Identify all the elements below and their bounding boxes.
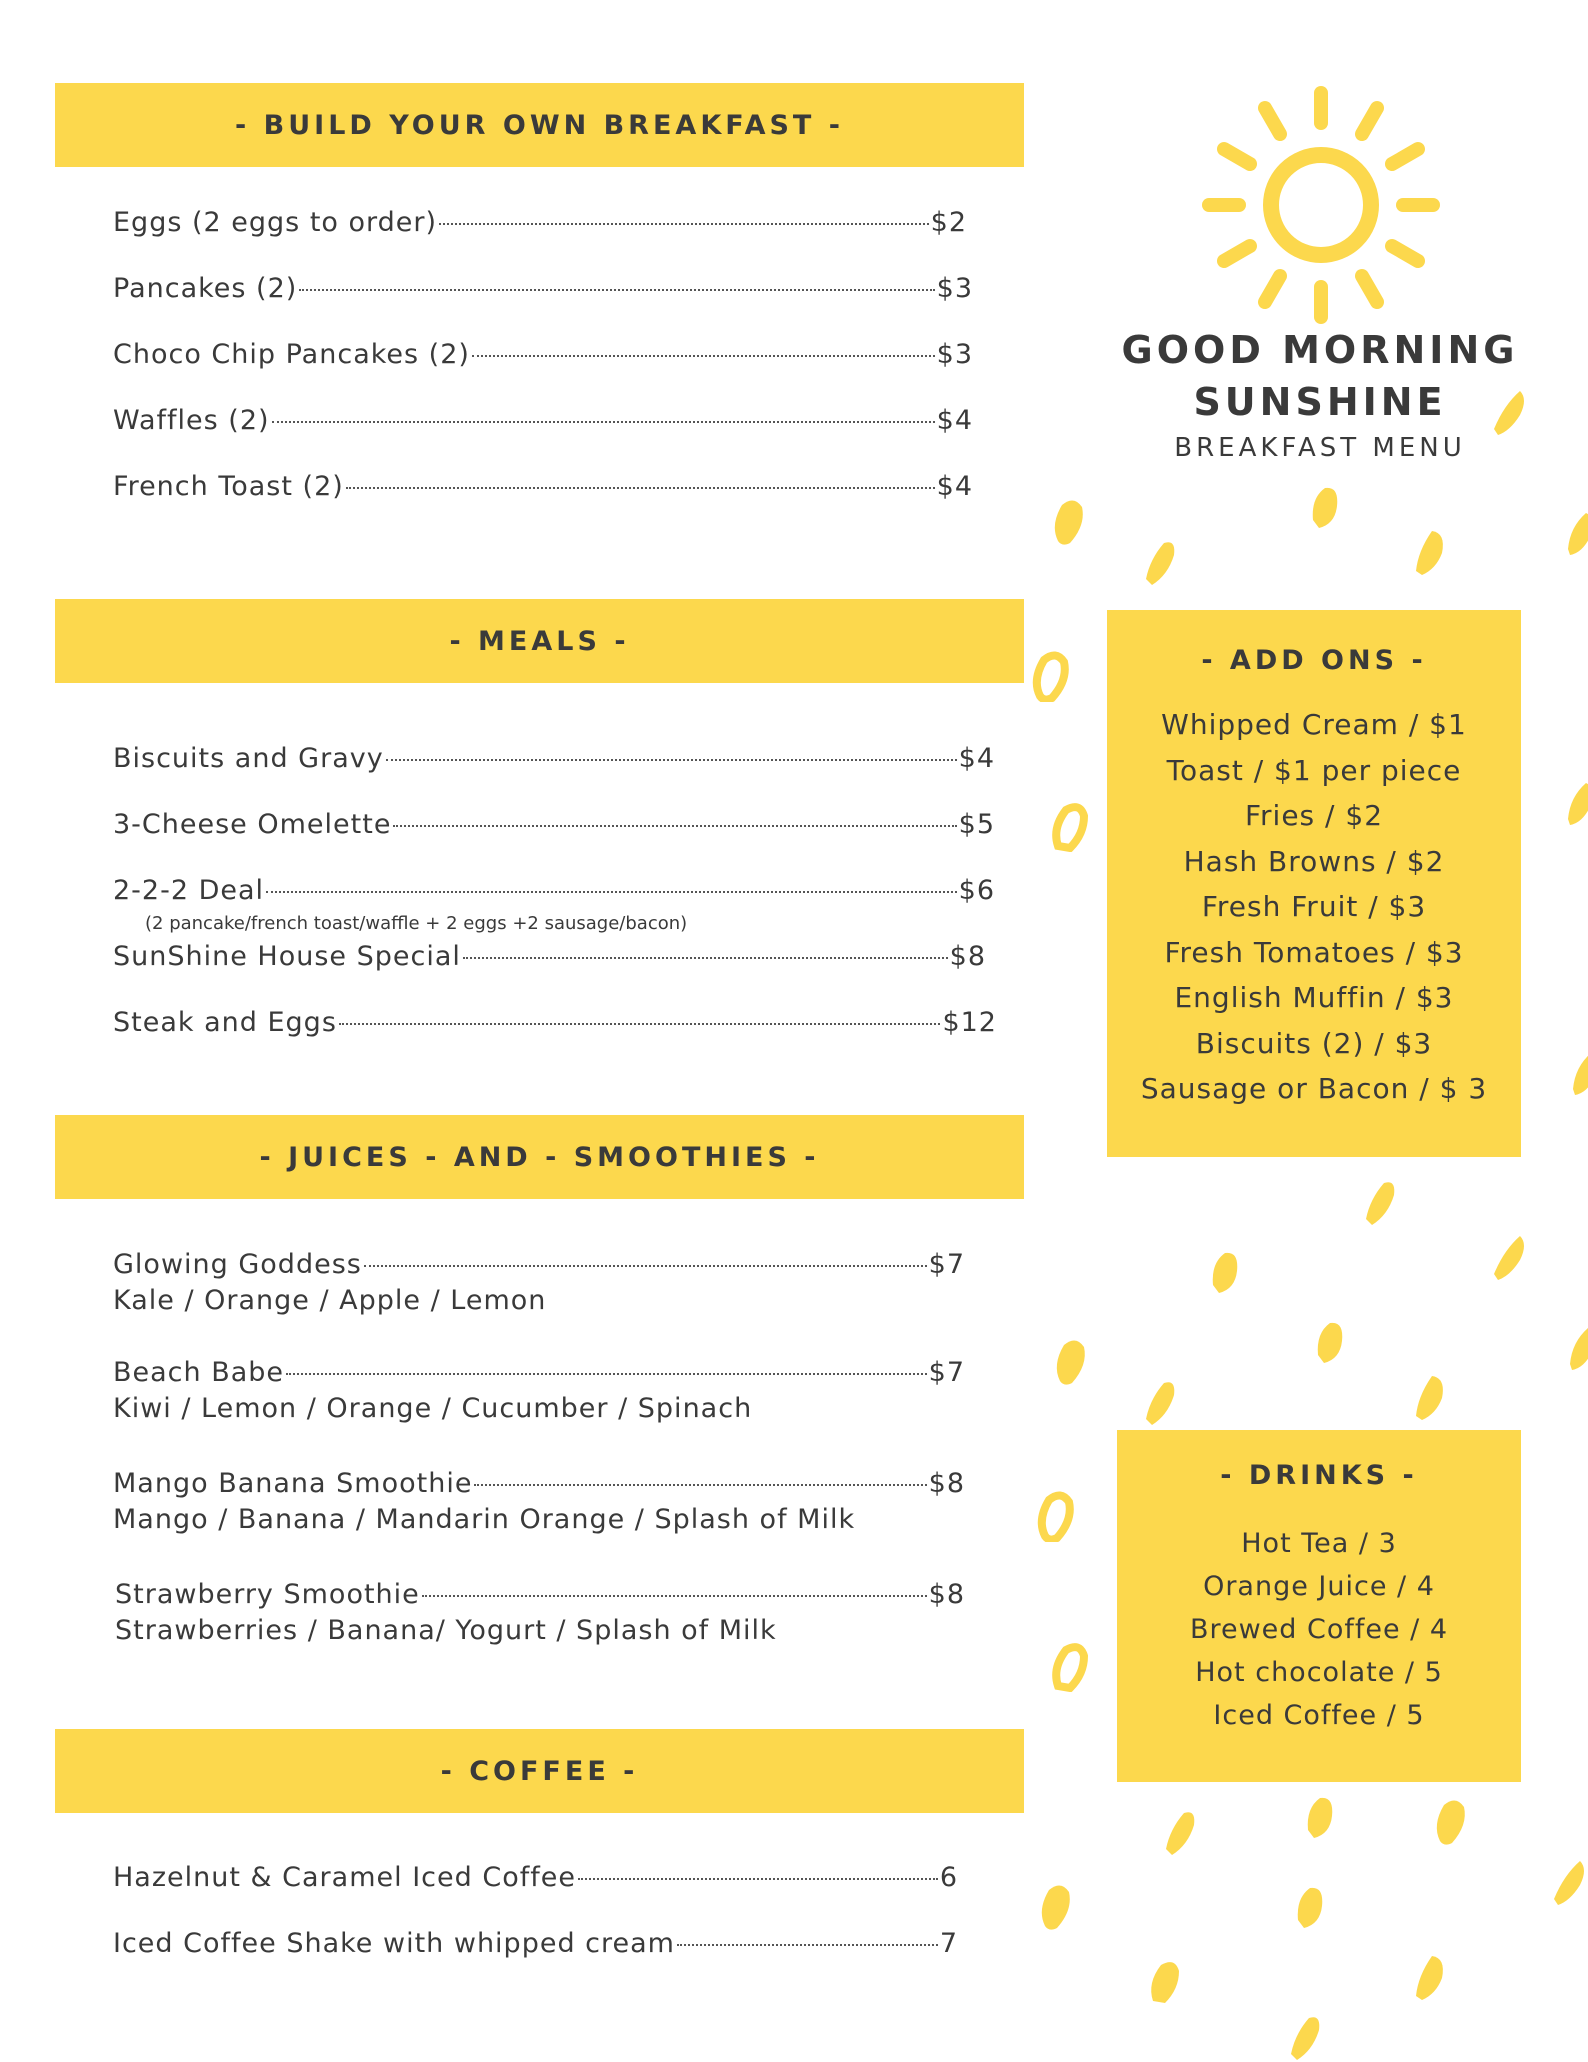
item-name: Hazelnut & Caramel Iced Coffee: [113, 1862, 576, 1893]
leader-dots: [393, 825, 956, 827]
brand-title-line1: GOOD MORNING: [1121, 328, 1519, 372]
brush-blob-decoration: [1145, 1955, 1185, 2007]
item-price: $8: [928, 1579, 965, 1610]
item-price: $3: [936, 339, 973, 370]
drink-item: Orange Juice / 4: [1203, 1571, 1435, 1602]
item-ingredients: Kale / Orange / Apple / Lemon: [113, 1285, 547, 1316]
item-name: Beach Babe: [113, 1357, 285, 1388]
addon-item: Fresh Fruit / $3: [1201, 890, 1427, 923]
section-header-build: - BUILD YOUR OWN BREAKFAST -: [55, 83, 1024, 167]
addons-list: [1107, 702, 1521, 1112]
brush-blob-decoration: [1205, 1245, 1245, 1297]
item-ingredients: Strawberries / Banana/ Yogurt / Splash of Milk: [115, 1615, 777, 1646]
brush-blob-decoration: [1565, 1045, 1588, 1097]
brush-blob-decoration: [1310, 1315, 1350, 1367]
menu-item: [113, 940, 986, 974]
leader-dots: [422, 1595, 927, 1597]
item-name: Biscuits and Gravy: [113, 743, 384, 774]
menu-item: [113, 470, 973, 504]
brush-blob-decoration: [1050, 1335, 1090, 1387]
addons-title: - ADD ONS -: [1201, 645, 1427, 676]
brush-blob-decoration: [1048, 495, 1088, 547]
leader-dots: [472, 355, 935, 357]
menu-item: [113, 1467, 965, 1501]
drink-item: Iced Coffee / 5: [1213, 1700, 1425, 1731]
addon-item: Whipped Cream / $1: [1161, 708, 1467, 741]
brush-blob-decoration: [1290, 1880, 1330, 1932]
drink-item: Brewed Coffee / 4: [1189, 1614, 1449, 1645]
menu-item: [113, 874, 995, 908]
brush-blob-decoration: [1560, 775, 1588, 827]
item-price: $6: [958, 875, 995, 906]
brush-blob-decoration: [1050, 1640, 1090, 1692]
item-name: Strawberry Smoothie: [115, 1579, 420, 1610]
item-name: Waffles (2): [113, 405, 270, 436]
section-header-juices: - JUICES - AND - SMOOTHIES -: [55, 1115, 1024, 1199]
brush-blob-decoration: [1360, 1175, 1400, 1227]
brush-blob-decoration: [1410, 1950, 1450, 2002]
item-price: $8: [928, 1468, 965, 1499]
drinks-list: [1117, 1522, 1521, 1737]
addon-item: Toast / $1 per piece: [1166, 753, 1462, 787]
item-price: $4: [936, 405, 973, 436]
menu-item: [113, 338, 973, 372]
item-name: Eggs (2 eggs to order): [113, 207, 438, 238]
drink-item: Hot Tea / 3: [1241, 1528, 1397, 1559]
section-header-coffee: - COFFEE -: [55, 1729, 1024, 1813]
brush-blob-decoration: [1430, 1795, 1470, 1847]
brand-subtitle: BREAKFAST MENU: [1174, 433, 1466, 463]
brand-title-line2: SUNSHINE: [1193, 380, 1447, 424]
leader-dots: [266, 891, 957, 893]
menu-item: [113, 808, 995, 842]
menu-item: [113, 404, 973, 438]
item-price: $8: [949, 941, 986, 972]
menu-item: [113, 1248, 965, 1282]
sun-icon: [1198, 82, 1444, 328]
item-ingredients: Kiwi / Lemon / Orange / Cucumber / Spinach: [113, 1393, 753, 1424]
item-note: (2 pancake/french toast/waffle + 2 eggs +2 sausage/bacon): [145, 913, 688, 934]
menu-item: [113, 206, 967, 240]
item-price: $12: [942, 1007, 997, 1038]
leader-dots: [463, 957, 948, 959]
item-price: 7: [939, 1928, 958, 1959]
item-name: 2-2-2 Deal: [113, 875, 265, 906]
item-name: Glowing Goddess: [113, 1249, 362, 1280]
item-price: $2: [930, 207, 967, 238]
brush-blob-decoration: [1300, 1790, 1340, 1842]
addon-item: Biscuits (2) / $3: [1195, 1026, 1433, 1060]
brush-blob-decoration: [1030, 650, 1070, 702]
item-price: $4: [936, 471, 973, 502]
leader-dots: [386, 759, 957, 761]
menu-item: [113, 1006, 997, 1040]
brush-blob-decoration: [1140, 1375, 1180, 1427]
item-ingredients: Mango / Banana / Mandarin Orange / Splash of Milk: [113, 1504, 856, 1535]
brush-blob-decoration: [1160, 1805, 1200, 1857]
item-price: 6: [939, 1862, 958, 1893]
section-header-meals: - MEALS -: [55, 599, 1024, 683]
drink-item: Hot chocolate / 5: [1195, 1657, 1443, 1688]
menu-item: [113, 1927, 958, 1961]
item-price: $7: [928, 1357, 965, 1388]
brush-blob-decoration: [1035, 1490, 1075, 1542]
item-name: French Toast (2): [113, 471, 344, 502]
leader-dots: [677, 1944, 938, 1946]
leader-dots: [474, 1484, 926, 1486]
leader-dots: [286, 1373, 927, 1375]
brush-blob-decoration: [1035, 1880, 1075, 1932]
menu-item: [113, 272, 973, 306]
item-price: $5: [958, 809, 995, 840]
item-name: 3-Cheese Omelette: [113, 809, 392, 840]
brush-blob-decoration: [1285, 2010, 1325, 2062]
leader-dots: [364, 1265, 927, 1267]
drinks-panel: [1117, 1430, 1521, 1782]
brush-blob-decoration: [1550, 1855, 1588, 1907]
brush-blob-decoration: [1560, 505, 1588, 557]
menu-item: [113, 1356, 965, 1390]
addon-item: Sausage or Bacon / $ 3: [1140, 1072, 1488, 1105]
item-name: SunShine House Special: [113, 941, 461, 972]
brush-blob-decoration: [1410, 525, 1450, 577]
item-name: Choco Chip Pancakes (2): [113, 339, 470, 370]
item-price: $3: [936, 273, 973, 304]
leader-dots: [299, 289, 934, 291]
addon-item: Fries / $2: [1244, 799, 1384, 832]
leader-dots: [272, 421, 935, 423]
leader-dots: [339, 1023, 941, 1025]
item-name: Pancakes (2): [113, 273, 298, 304]
leader-dots: [578, 1878, 938, 1880]
brush-blob-decoration: [1305, 480, 1345, 532]
item-name: Mango Banana Smoothie: [113, 1468, 473, 1499]
item-price: $7: [928, 1249, 965, 1280]
brush-blob-decoration: [1490, 1230, 1530, 1282]
menu-item: [113, 742, 995, 776]
item-name: Iced Coffee Shake with whipped cream: [113, 1928, 675, 1959]
addons-panel: [1107, 610, 1521, 1157]
leader-dots: [346, 487, 935, 489]
addon-item: English Muffin / $3: [1174, 981, 1454, 1014]
brush-blob-decoration: [1410, 1370, 1450, 1422]
item-price: $4: [958, 743, 995, 774]
brush-blob-decoration: [1050, 800, 1090, 852]
leader-dots: [439, 223, 929, 225]
menu-item: [113, 1861, 958, 1895]
brush-blob-decoration: [1140, 535, 1180, 587]
menu-item: [115, 1578, 965, 1612]
brush-blob-decoration: [1562, 1320, 1588, 1372]
addon-item: Fresh Tomatoes / $3: [1164, 935, 1464, 969]
drinks-title: - DRINKS -: [1220, 1460, 1418, 1491]
addon-item: Hash Browns / $2: [1183, 844, 1445, 878]
item-name: Steak and Eggs: [113, 1007, 337, 1038]
